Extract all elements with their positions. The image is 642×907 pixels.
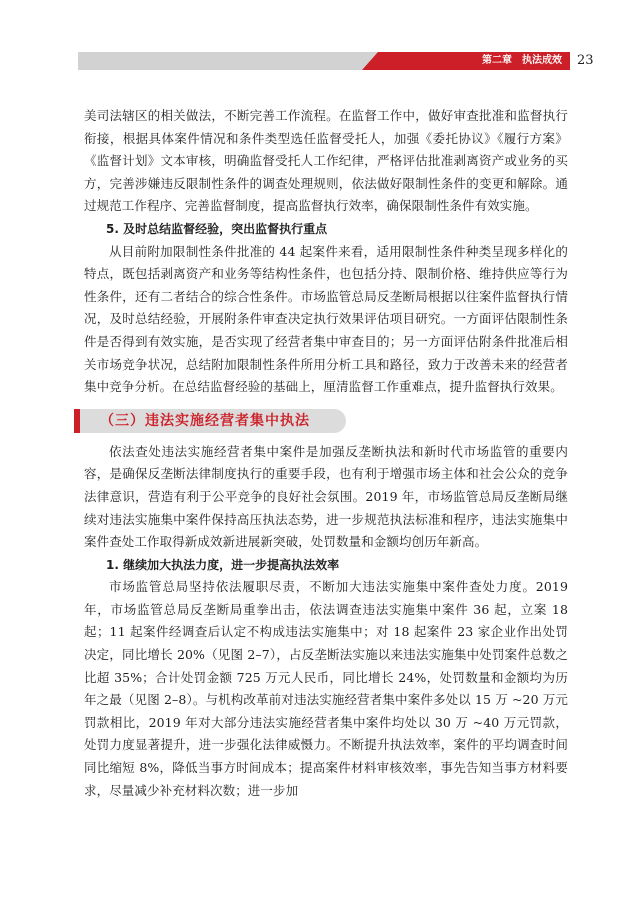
paragraph-1: 美司法辖区的相关做法，不断完善工作流程。在监督工作中，做好审查批准和监督执行衔接，根据具体案件情况和条件类型选任监督受托人，加强《委托协议》《履行方案》《监督计划》文本审核，明确监督受托人工作纪律，严格评估批准剥离资产或业务的买方，完善涉嫌违反限制性条件的调查处理规则，依法做好限制性条件的变更和解除。通过规范工作程序、完善监督制度，提高监督执行效率，确保限制性条件有效实施。 (84, 108, 568, 214)
chapter-title: 第二章 执法成效 (482, 55, 562, 66)
page-header (0, 52, 642, 70)
subheading-1: 1. 继续加大执法力度，进一步提高执法效率 (106, 557, 340, 572)
header-gray-band (78, 52, 378, 70)
paragraph-2: 从目前附加限制性条件批准的 44 起案件来看，适用限制性条件种类呈现多样化的特点，既包括剥离资产和业务等结构性条件，也包括分持、限制价格、维持供应等行为性条件，还有二者结合的综合性条件。市场监管总局反垄断局根据以往案件监督执行情况，及时总结经验，开展附条件审查决定执行效果评估项目研究。一方面评估限制性条件是否得到有效实施，是否实现了经营者集中审查目的；另一方面评估附条件批准后相关市场竞争状况，总结附加限制性条件所用分析工具和路径，致力于改善未来的经营者集中竞争分析。在总结监督经验的基础上，厘清监督工作重难点，提升监督执行效果。 (84, 243, 568, 395)
subheading-5: 5. 及时总结监督经验，突出监督执行重点 (106, 221, 328, 236)
paragraph-4: 市场监管总局坚持依法履职尽责，不断加大违法实施集中案件查处力度。2019 年，市场监管总局反垄断局重拳出击，依法调查违法实施集中案件 36 起，立案 18 起；11 起案件经调查后认定不构成违法实施集中；对 18 起案件 23 家企业作出处罚决定，同比增长 20%（见图 2–7），占反垄断法实施以来违法实施集中处罚案件总数之比超 35%；合计处罚金额 725 万元人民币，同比增长 24%，处罚数量和金额均为历年之最（见图 2–8）。与机构改革前对违法实施经营者集中案件多处以 15 万 ~20 万元罚款相比，2019 年对大部分违法实施经营者集中案件均处以 30 万 ~40 万元罚款，处罚力度显著提升，进一步强化法律威慑力。不断提升执法效率，案件的平均调查时间同比缩短 8%，降低当事方时间成本；提高案件材料审核效率，事先告知当事方材料要求，尽量减少补充材料次数；进一步加 (84, 579, 568, 798)
page-number: 23 (577, 53, 594, 68)
section-title: （三）违法实施经营者集中执法 (100, 412, 310, 429)
section-heading-bar (74, 409, 346, 433)
page-body (84, 105, 568, 802)
paragraph-3: 依法查处违法实施经营者集中案件是加强反垄断执法和新时代市场监管的重要内容，是确保反垄断法律制度执行的重要手段，也有利于增强市场主体和社会公众的竞争法律意识，营造有利于公平竞争的良好社会氛围。2019 年，市场监管总局反垄断局继续对违法实施集中案件保持高压执法态势，进一步规范执法标准和程序，违法实施集中案件查处工作取得新成效新进展新突破，处罚数量和金额均创历年新高。 (84, 443, 568, 550)
